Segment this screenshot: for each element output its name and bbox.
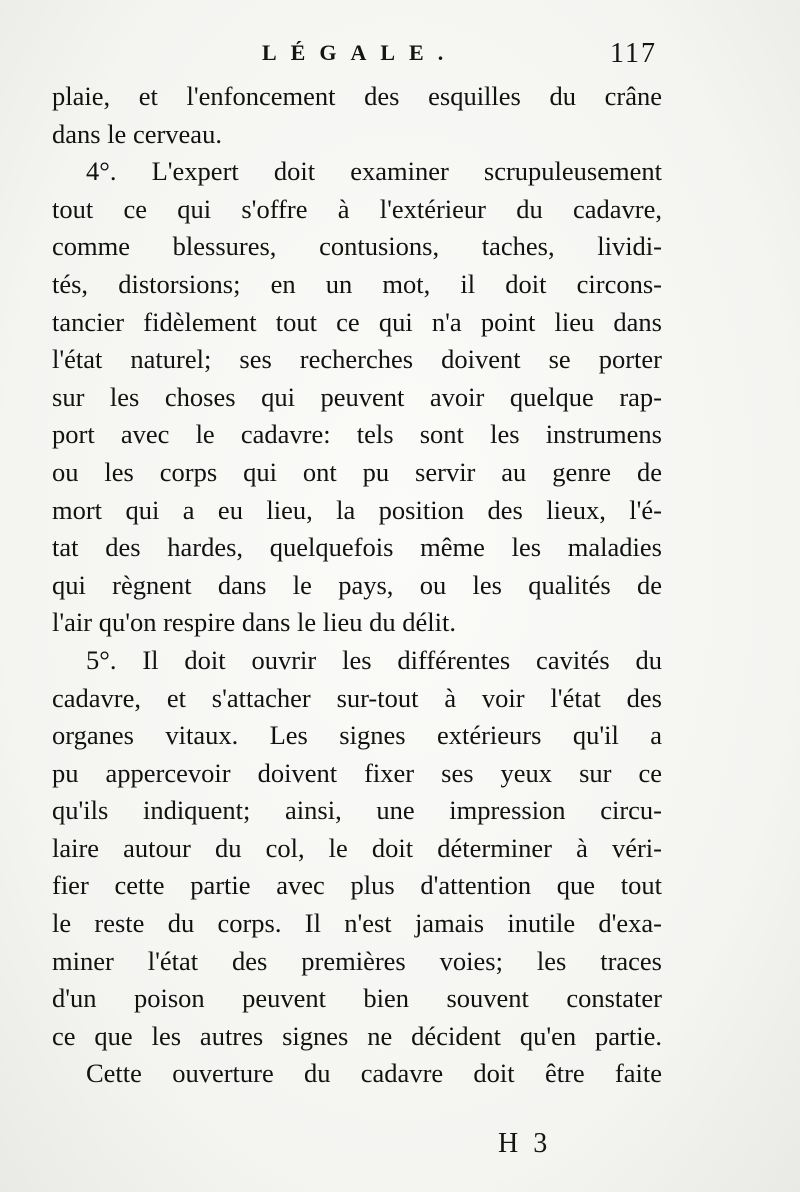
page-header bbox=[0, 40, 800, 80]
text-line: mort qui a eu lieu, la position des lieux, l'é- bbox=[52, 494, 662, 525]
text-line: 5°. Il doit ouvrir les différentes cavités du bbox=[86, 644, 662, 675]
text-line: Cette ouverture du cadavre doit être faite bbox=[86, 1058, 662, 1089]
text-line: port avec le cadavre: tels sont les instrumens bbox=[52, 419, 662, 450]
text-line: ce que les autres signes ne décident qu'en partie. bbox=[52, 1020, 662, 1051]
signature-mark: H 3 bbox=[498, 1128, 552, 1159]
text-line: l'air qu'on respire dans le lieu du délit. bbox=[52, 607, 456, 638]
text-line: 4°. L'expert doit examiner scrupuleusement bbox=[86, 156, 662, 187]
text-line: l'état naturel; ses recherches doivent se porter bbox=[52, 344, 662, 375]
text-line: miner l'état des premières voies; les traces bbox=[52, 945, 662, 976]
text-line: sur les choses qui peuvent avoir quelque rap- bbox=[52, 381, 662, 412]
text-line: tat des hardes, quelquefois même les maladies bbox=[52, 532, 662, 563]
text-line: ou les corps qui ont pu servir au genre de bbox=[52, 456, 662, 487]
text-line: plaie, et l'enfoncement des esquilles du crâne bbox=[52, 81, 662, 111]
text-line: tancier fidèlement tout ce qui n'a point lieu dans bbox=[52, 306, 662, 337]
running-head: LÉGALE. bbox=[262, 40, 458, 65]
text-line: organes vitaux. Les signes extérieurs qu'il a bbox=[52, 720, 662, 751]
page-number: 117 bbox=[610, 38, 657, 69]
text-line: qui règnent dans le pays, ou les qualités de bbox=[52, 569, 662, 600]
text-line: tout ce qui s'offre à l'extérieur du cadavre, bbox=[52, 193, 662, 224]
text-line: le reste du corps. Il n'est jamais inutile d'exa- bbox=[52, 908, 662, 939]
text-line: d'un poison peuvent bien souvent constater bbox=[52, 983, 662, 1014]
text-line: laire autour du col, le doit déterminer à véri- bbox=[52, 832, 662, 863]
text-line: cadavre, et s'attacher sur-tout à voir l'état des bbox=[52, 682, 662, 713]
body-text bbox=[52, 78, 662, 1093]
text-line: fier cette partie avec plus d'attention que tout bbox=[52, 870, 662, 901]
text-line: comme blessures, contusions, taches, lividi- bbox=[52, 231, 662, 262]
text-line: tés, distorsions; en un mot, il doit circons- bbox=[52, 268, 662, 299]
text-line: dans le cerveau. bbox=[52, 118, 222, 149]
text-line: pu appercevoir doivent fixer ses yeux sur ce bbox=[52, 757, 662, 788]
text-line: qu'ils indiquent; ainsi, une impression circu- bbox=[52, 795, 662, 826]
